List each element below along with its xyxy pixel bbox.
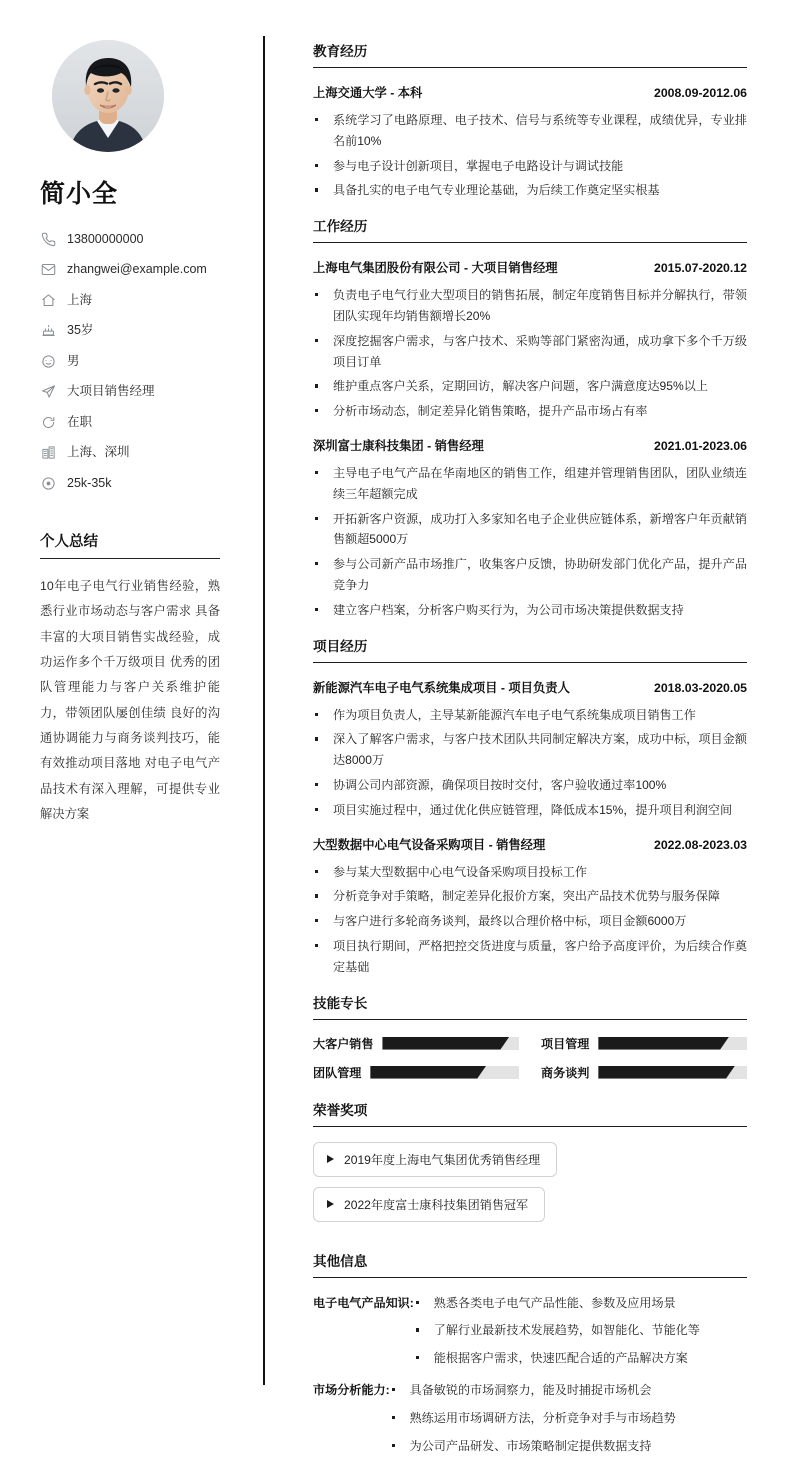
section-title-awards: 荣誉奖项 [313,1099,747,1127]
skill-progress-track [370,1066,519,1079]
bullet-item: 能根据客户需求，快速匹配合适的产品解决方案 [414,1348,747,1369]
contact-value-gender: 男 [67,353,80,368]
profile-name: 简小全 [40,180,119,208]
paper-plane-icon [40,383,57,400]
avatar [52,40,164,152]
entry-header [313,835,747,853]
entry-date: 2021.01-2023.06 [654,438,747,453]
bullet-item: 为公司产品研发、市场策略制定提供数据支持 [390,1436,747,1457]
summary-section-title: 个人总结 [40,530,220,559]
contact-row-salary [40,470,229,496]
section-title-projects: 项目经历 [313,635,747,663]
entry-date: 2022.08-2023.03 [654,837,747,852]
entry-bullets [313,862,747,978]
skill-item [313,1064,519,1081]
contact-list [40,226,229,496]
skills-grid [313,1035,747,1081]
skill-progress-fill [598,1066,735,1079]
work-entry [313,258,747,422]
award-label: 2019年度上海电气集团优秀销售经理 [344,1152,541,1167]
award-label: 2022年度富士康科技集团销售冠军 [344,1197,529,1212]
bullet-item: 深入了解客户需求，与客户技术团队共同制定解决方案，成功中标，项目金额达8000万 [313,729,747,771]
contact-value-email: zhangwei@example.com [67,262,207,277]
section-other-info [313,1250,747,1464]
other-info-items [390,1380,747,1463]
bullet-item: 主导电子电气产品在华南地区的销售工作，组建并管理销售团队，团队业绩连续三年超额完成 [313,463,747,505]
entry-title: 上海电气集团股份有限公司 - 大项目销售经理 [313,261,558,276]
bullet-item: 具备敏锐的市场洞察力，能及时捕捉市场机会 [390,1380,747,1401]
education-entry [313,83,747,201]
refresh-icon [40,414,57,431]
section-projects [313,635,747,978]
bullet-item: 项目执行期间，严格把控交货进度与质量，客户给予高度评价，为后续合作奠定基础 [313,936,747,978]
bullet-item: 了解行业最新技术发展趋势，如智能化、节能化等 [414,1320,747,1341]
entry-title: 深圳富士康科技集团 - 销售经理 [313,438,484,453]
cake-icon [40,322,57,339]
entry-bullets [313,463,747,621]
section-title-skills: 技能专长 [313,992,747,1020]
column-divider [263,36,265,1385]
entry-title: 上海交通大学 - 本科 [313,86,423,100]
entry-header [313,436,747,454]
entry-bullets [414,1293,747,1369]
entry-date: 2008.09-2012.06 [654,86,747,100]
skill-item [313,1035,519,1052]
bullet-item: 项目实施过程中，通过优化供应链管理，降低成本15%，提升项目利润空间 [313,800,747,821]
contact-row-phone [40,226,229,252]
bullet-item: 与客户进行多轮商务谈判，最终以合理价格中标，项目金额6000万 [313,911,747,932]
bullet-item: 参与电子设计创新项目，掌握电子电路设计与调试技能 [313,156,747,177]
skill-label: 团队管理 [313,1065,362,1080]
bullet-item: 熟悉各类电子电气产品性能、参数及应用场景 [414,1293,747,1314]
other-info-items [414,1293,747,1376]
skill-item [541,1064,747,1081]
bullet-item: 作为项目负责人，主导某新能源汽车电子电气系统集成项目销售工作 [313,705,747,726]
bullet-item: 分析市场动态，制定差异化销售策略，提升产品市场占有率 [313,401,747,422]
entry-header [313,83,747,101]
home-icon [40,292,57,309]
contact-value-cities: 上海、深圳 [67,445,130,460]
contact-row-email [40,257,229,283]
entry-header [313,258,747,276]
contact-row-age [40,318,229,344]
work-entry [313,436,747,621]
award-chip[interactable] [313,1187,545,1222]
contact-row-position [40,379,229,405]
entry-bullets [313,285,747,422]
contact-value-status: 在职 [67,414,93,429]
phone-icon [40,231,57,248]
sidebar [0,0,263,1416]
section-skills [313,992,747,1081]
contact-row-status [40,409,229,435]
contact-value-age: 35岁 [67,323,94,338]
skill-progress-track [598,1037,747,1050]
bullet-item: 开拓新客户资源，成功打入多家知名电子企业供应链体系，新增客户年贡献销售额超5000万 [313,509,747,551]
skill-progress-fill [370,1066,486,1079]
contact-value-location: 上海 [67,292,93,307]
section-title-education: 教育经历 [313,40,747,68]
bullet-item: 维护重点客户关系，定期回访，解决客户问题，客户满意度达95%以上 [313,376,747,397]
contact-row-gender [40,348,229,374]
awards-list [313,1142,747,1232]
skill-progress-fill [598,1037,729,1050]
bullet-item: 系统学习了电路原理、电子技术、信号与系统等专业课程，成绩优异，专业排名前10% [313,110,747,152]
contact-row-cities [40,440,229,466]
summary-text: 10年电子电气行业销售经验，熟悉行业市场动态与客户需求 具备丰富的大项目销售实战经验，成功运作多个千万级项目 优秀的团队管理能力与客户关系维护能力，带领团队屡创佳绩 良好的沟通协调能力与商务谈判技巧，能有效推动项目落地 对电子电气产品技术有深入理解，可提供专业解决方案 [40,579,220,821]
entry-header [313,678,747,696]
skill-progress-fill [382,1037,509,1050]
coin-icon [40,475,57,492]
other-info-block [313,1380,747,1463]
skill-label: 项目管理 [541,1036,590,1051]
bullet-item: 熟练运用市场调研方法，分析竞争对手与市场趋势 [390,1408,747,1429]
section-title-work: 工作经历 [313,215,747,243]
bullet-item: 负责电子电气行业大型项目的销售拓展，制定年度销售目标并分解执行，带领团队实现年均销售额增长20% [313,285,747,327]
gender-icon [40,353,57,370]
section-title-other-info: 其他信息 [313,1250,747,1278]
award-line [313,1187,747,1232]
bullet-item: 协调公司内部资源，确保项目按时交付，客户验收通过率100% [313,775,747,796]
play-triangle-icon [327,1200,334,1208]
skill-item [541,1035,747,1052]
entry-bullets [313,705,747,821]
entry-date: 2018.03-2020.05 [654,680,747,695]
bullet-item: 建立客户档案，分析客户购买行为，为公司市场决策提供数据支持 [313,600,747,621]
bullet-item: 深度挖掘客户需求，与客户技术、采购等部门紧密沟通，成功拿下多个千万级项目订单 [313,331,747,373]
skill-progress-track [598,1066,747,1079]
building-icon [40,444,57,461]
project-entry [313,835,747,978]
other-info-label: 电子电气产品知识: [313,1295,414,1310]
other-info-label: 市场分析能力: [313,1382,390,1397]
entry-bullets [390,1380,747,1456]
bullet-item: 参与公司新产品市场推广，收集客户反馈，协助研发部门优化产品，提升产品竞争力 [313,554,747,596]
contact-row-location [40,287,229,313]
section-awards [313,1099,747,1232]
play-triangle-icon [327,1155,334,1163]
other-info-block [313,1293,747,1376]
project-entry [313,678,747,821]
award-line [313,1142,747,1187]
contact-value-salary: 25k-35k [67,475,112,490]
skill-label: 商务谈判 [541,1065,590,1080]
entry-title: 新能源汽车电子电气系统集成项目 - 项目负责人 [313,680,570,695]
contact-value-phone: 13800000000 [67,231,144,246]
entry-date: 2015.07-2020.12 [654,261,747,276]
skill-progress-track [382,1037,519,1050]
entry-bullets [313,110,747,201]
bullet-item: 具备扎实的电子电气专业理论基础，为后续工作奠定坚实根基 [313,180,747,201]
section-work [313,215,747,620]
contact-value-position: 大项目销售经理 [67,384,155,399]
envelope-icon [40,261,57,278]
award-chip[interactable] [313,1142,557,1177]
bullet-item: 参与某大型数据中心电气设备采购项目投标工作 [313,862,747,883]
main-content [313,0,747,1467]
section-education [313,40,747,201]
bullet-item: 分析竞争对手策略，制定差异化报价方案，突出产品技术优势与服务保障 [313,886,747,907]
entry-title: 大型数据中心电气设备采购项目 - 销售经理 [313,837,546,852]
skill-label: 大客户销售 [313,1036,374,1051]
